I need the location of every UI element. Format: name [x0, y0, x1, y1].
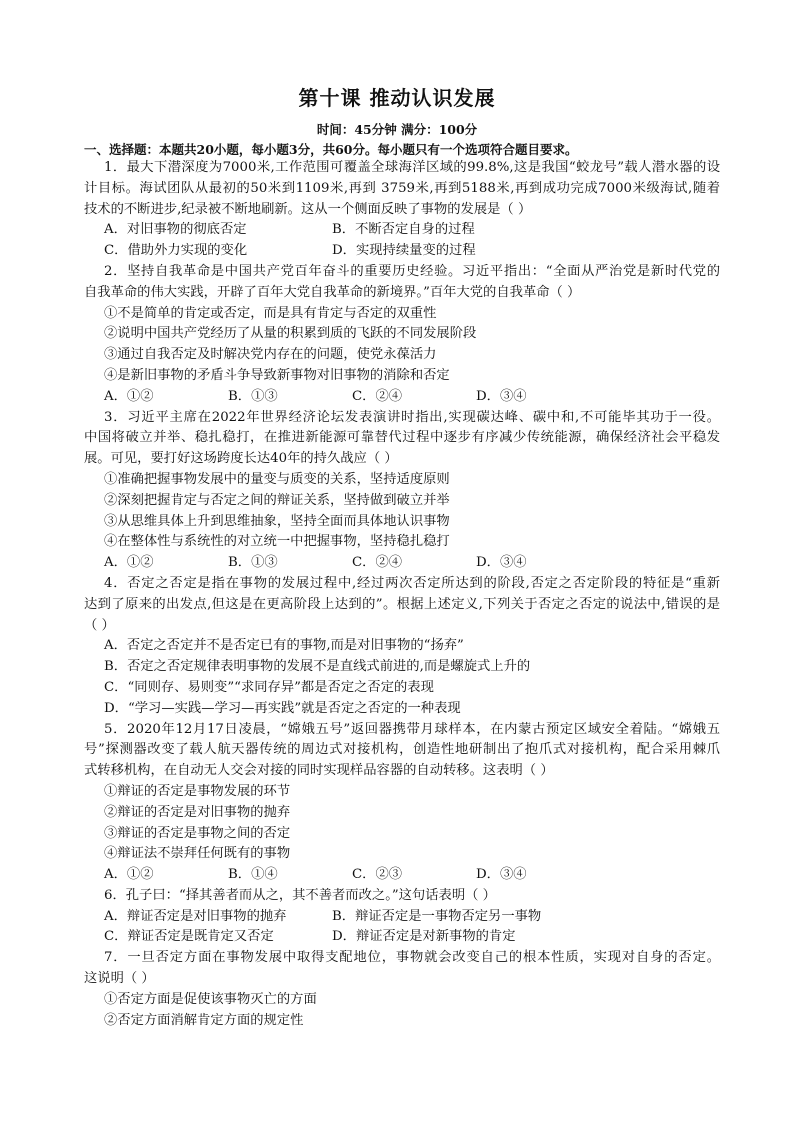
q1-option-b[interactable]: B．不断否定自身的过程	[332, 222, 475, 238]
q4-stem-line: 达到了原来的出发点,但这是在更高阶段上达到的”。根据上述定义,下列关于否定之否定的说法中,错误的是	[84, 596, 720, 612]
q6-option-a[interactable]: A．辩证否定是对旧事物的抛弃	[104, 908, 287, 924]
q4-stem-line: （ ）	[84, 617, 115, 633]
q5-option-b[interactable]: B．①④	[228, 867, 278, 883]
q6-option-b[interactable]: B．辩证否定是一事物否定另一事物	[332, 908, 542, 924]
q4-option-a[interactable]: A．否定之否定并不是否定已有的事物,而是对旧事物的“扬弃”	[104, 638, 464, 654]
q4-stem-line: 4．否定之否定是指在事物的发展过程中,经过两次否定所达到的阶段,否定之否定阶段的特征是“重新	[104, 575, 720, 591]
q6-option-d[interactable]: D．辩证否定是对新事物的肯定	[332, 929, 516, 945]
q1-stem-line: 1．最大下潜深度为7000米,工作范围可覆盖全球海洋区域的99.8%,这是我国“蛟龙号”载人潜水器的设	[104, 160, 720, 175]
q3-option-d[interactable]: D．③④	[476, 555, 527, 571]
q7-statement: ②否定方面消解肯定方面的规定性	[104, 1012, 304, 1028]
page-title: 第十课 推动认识发展	[298, 86, 496, 110]
q1-option-d[interactable]: D．实现持续量变的过程	[332, 243, 476, 259]
q1-stem-line: 计目标。海试团队从最初的50米到1109米,再到 3759米,再到5188米,再到成功完成7000米级海试,随着	[84, 180, 720, 196]
q3-statement: ①准确把握事物发展中的量变与质变的关系，坚持适度原则	[104, 471, 450, 487]
q2-option-b[interactable]: B．①③	[228, 388, 278, 404]
q3-stem-line: 中国将破立并举、稳扎稳打，在推进新能源可靠替代过程中逐步有序减少传统能源，确保经济社会平稳发	[84, 430, 720, 446]
q4-option-c[interactable]: C．“同则存、易则变”“求同存异”都是否定之否定的表现	[104, 679, 434, 695]
q2-options-row	[84, 387, 720, 408]
q6-options-row	[84, 907, 720, 928]
q6-stem-line: 6．孔子曰：“择其善者而从之，其不善者而改之。”这句话表明（ ）	[104, 887, 496, 903]
question-list	[84, 158, 720, 1031]
q3-stem-line: 3．习近平主席在2022年世界经济论坛发表演讲时指出,实现碳达峰、碳中和,不可能毕其功于一役。	[104, 409, 720, 425]
q5-option-c[interactable]: C．②③	[352, 867, 403, 883]
q1-option-c[interactable]: C．借助外力实现的变化	[104, 243, 248, 259]
q3-stem-line: 展。可见，要打好这场跨度长达40年的持久战应（ ）	[84, 451, 398, 467]
q4-option-b[interactable]: B．否定之否定规律表明事物的发展不是直线式前进的,而是螺旋式上升的	[104, 659, 531, 675]
q5-statement: ②辩证的否定是对旧事物的抛弃	[104, 804, 291, 820]
q2-statement: ②说明中国共产党经历了从量的积累到质的飞跃的不同发展阶段	[104, 326, 477, 342]
exam-meta: 时间：45分钟 满分：100分	[316, 122, 478, 137]
q5-statement: ④辩证法不崇拜任何既有的事物	[104, 846, 291, 862]
q5-stem-line: 号”探测器改变了载人航天器传统的周边式对接机构，创造性地研制出了抱爪式对接机构，配合采用棘爪	[84, 742, 720, 758]
q3-statement: ②深刻把握肯定与否定之间的辩证关系，坚持做到破立并举	[104, 492, 450, 508]
q1-options-row	[84, 220, 720, 241]
q2-statement: ④是新旧事物的矛盾斗争导致新事物对旧事物的消除和否定	[104, 367, 450, 383]
q2-stem-line: 2．坚持自我革命是中国共产党百年奋斗的重要历史经验。习近平指出：“全面从严治党是新时代党的	[104, 263, 720, 279]
q1-option-a[interactable]: A．对旧事物的彻底否定	[104, 222, 247, 238]
q5-option-a[interactable]: A．①②	[104, 867, 154, 883]
q1-options-row	[84, 241, 720, 262]
q7-stem-line: 这说明（ ）	[84, 971, 155, 987]
q5-option-d[interactable]: D．③④	[476, 867, 527, 883]
q5-statement: ①辩证的否定是事物发展的环节	[104, 783, 291, 799]
q4-option-d[interactable]: D．“学习—实践—学习—再实践”就是否定之否定的一种表现	[104, 700, 461, 716]
q3-option-b[interactable]: B．①③	[228, 555, 278, 571]
q5-stem-line: 5．2020年12月17日凌晨，“嫦娥五号”返回器携带月球样本，在内蒙古预定区域安全着陆。“嫦娥五	[104, 721, 720, 737]
q5-statement: ③辩证的否定是事物之间的否定	[104, 825, 291, 841]
q3-options-row	[84, 553, 720, 574]
q2-option-c[interactable]: C．②④	[352, 388, 403, 404]
q3-statement: ③从思维具体上升到思维抽象，坚持全面而具体地认识事物	[104, 513, 450, 529]
q7-statement: ①否定方面是促使该事物灭亡的方面	[104, 991, 317, 1007]
q7-stem-line: 7．一旦否定方面在事物发展中取得支配地位，事物就会改变自己的根本性质，实现对自身的否定。	[104, 950, 720, 966]
q3-option-c[interactable]: C．②④	[352, 555, 403, 571]
q3-statement: ④在整体性与系统性的对立统一中把握事物，坚持稳扎稳打	[104, 534, 450, 550]
q2-option-d[interactable]: D．③④	[476, 388, 527, 404]
q2-statement: ①不是简单的肯定或否定，而是具有肯定与否定的双重性	[104, 305, 437, 321]
q6-options-row	[84, 927, 720, 948]
q1-stem-line: 技术的不断进步,纪录被不断地刷新。这从一个侧面反映了事物的发展是（ ）	[84, 201, 532, 217]
q2-stem-line: 自我革命的伟大实践，开辟了百年大党自我革命的新境界。”百年大党的自我革命（ ）	[84, 284, 581, 300]
q2-statement: ③通过自我否定及时解决党内存在的问题，使党永葆活力	[104, 347, 437, 363]
q2-option-a[interactable]: A．①②	[104, 388, 154, 404]
q5-stem-line: 式转移机构，在自动无人交会对接的同时实现样品容器的自动转移。这表明（ ）	[84, 763, 554, 779]
section-heading: 一、选择题：本题共20小题，每小题3分，共60分。每小题只有一个选项符合题目要求。	[84, 142, 578, 157]
q3-option-a[interactable]: A．①②	[104, 555, 154, 571]
q6-option-c[interactable]: C．辩证否定是既肯定又否定	[104, 929, 274, 945]
q5-options-row	[84, 865, 720, 886]
